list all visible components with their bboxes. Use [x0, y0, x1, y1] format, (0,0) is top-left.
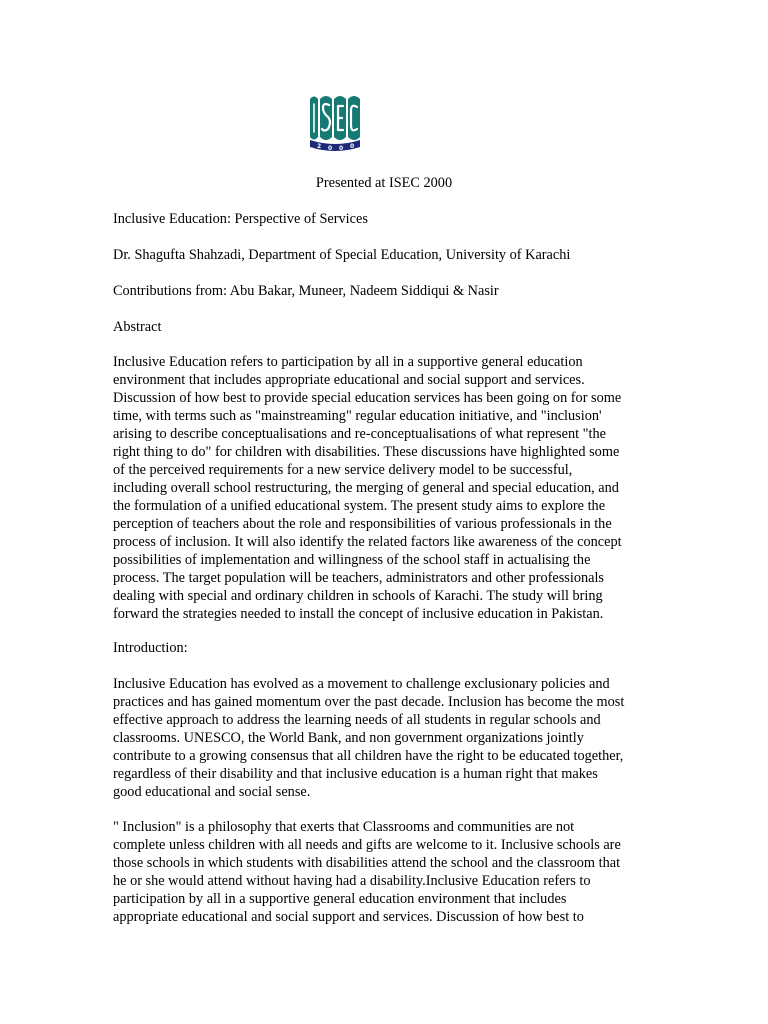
- introduction-paragraph-1: [113, 675, 658, 801]
- introduction-heading: Introduction:: [113, 640, 188, 656]
- abstract-line: arising to describe conceptualisations and re-conceptualisations of what represent "the: [113, 426, 606, 442]
- introduction-paragraph-2: [113, 818, 658, 926]
- intro-line: participation by all in a supportive general education environment that includes: [113, 891, 567, 907]
- intro-line: he or she would attend without having had a disability.Inclusive Education refers to: [113, 873, 591, 889]
- abstract-line: environment that includes appropriate educational and social support and services.: [113, 372, 585, 388]
- intro-line: classrooms. UNESCO, the World Bank, and non government organizations jointly: [113, 730, 584, 746]
- intro-line: appropriate educational and social support and services. Discussion of how best to: [113, 909, 584, 925]
- abstract-line: Inclusive Education refers to participation by all in a supportive general education: [113, 354, 583, 370]
- intro-line: Inclusive Education has evolved as a movement to challenge exclusionary policies and: [113, 676, 610, 692]
- intro-line: practices and has gained momentum over the past decade. Inclusion has become the most: [113, 694, 625, 710]
- presented-at-line: Presented at ISEC 2000: [315, 175, 453, 191]
- intro-line: " Inclusion" is a philosophy that exerts that Classrooms and communities are not: [113, 819, 575, 835]
- logo-letter-s: [320, 96, 332, 140]
- intro-line: those schools in which students with disabilities attend the school and the classroom that: [113, 855, 621, 871]
- author-line: Dr. Shagufta Shahzadi, Department of Special Education, University of Karachi: [113, 247, 571, 263]
- abstract-line: including overall school restructuring, the merging of general and special education, and: [113, 480, 619, 496]
- logo-letter-c: [348, 96, 360, 140]
- abstract-line: process. The target population will be teachers, administrators and other professionals: [113, 570, 604, 586]
- abstract-line: process of inclusion. It will also identify the related factors like awareness of the concept: [113, 534, 622, 550]
- svg-text:2: 2: [317, 143, 322, 150]
- isec-2000-logo: [307, 93, 363, 153]
- intro-line: complete unless children with all needs and gifts are welcome to it. Inclusive schools are: [113, 837, 621, 853]
- intro-line: effective approach to address the learning needs of all students in regular schools and: [113, 712, 601, 728]
- abstract-line: perception of teachers about the role and responsibilities of various professionals in the: [113, 516, 612, 532]
- abstract-line: time, with terms such as "mainstreaming" regular education initiative, and "inclusion': [113, 408, 602, 424]
- abstract-heading: Abstract: [113, 319, 162, 335]
- abstract-line: Discussion of how best to provide special education services has been going on for some: [113, 390, 622, 406]
- intro-line: good educational and social sense.: [113, 784, 311, 800]
- svg-text:0: 0: [339, 145, 344, 152]
- paper-title: Inclusive Education: Perspective of Services: [113, 211, 368, 227]
- abstract-line: possibilities of implementation and willingness of the school staff in actualising the: [113, 552, 591, 568]
- svg-text:0: 0: [328, 145, 333, 152]
- intro-line: regardless of their disability and that inclusive education is a human right that makes: [113, 766, 598, 782]
- abstract-line: the formulation of a unified educational system. The present study aims to explore the: [113, 498, 606, 514]
- abstract-line: right thing to do" for children with disabilities. These discussions have highlighted some: [113, 444, 620, 460]
- abstract-line: of the perceived requirements for a new service delivery model to be successful,: [113, 462, 573, 478]
- abstract-line: forward the strategies needed to install the concept of inclusive education in Pakistan.: [113, 606, 604, 622]
- contributors-line: Contributions from: Abu Bakar, Muneer, Nadeem Siddiqui & Nasir: [113, 283, 499, 299]
- svg-text:0: 0: [350, 143, 355, 150]
- intro-line: contribute to a growing consensus that all children have the right to be educated together,: [113, 748, 624, 764]
- abstract-paragraph: [113, 353, 658, 623]
- abstract-line: dealing with special and ordinary children in schools of Karachi. The study will bring: [113, 588, 603, 604]
